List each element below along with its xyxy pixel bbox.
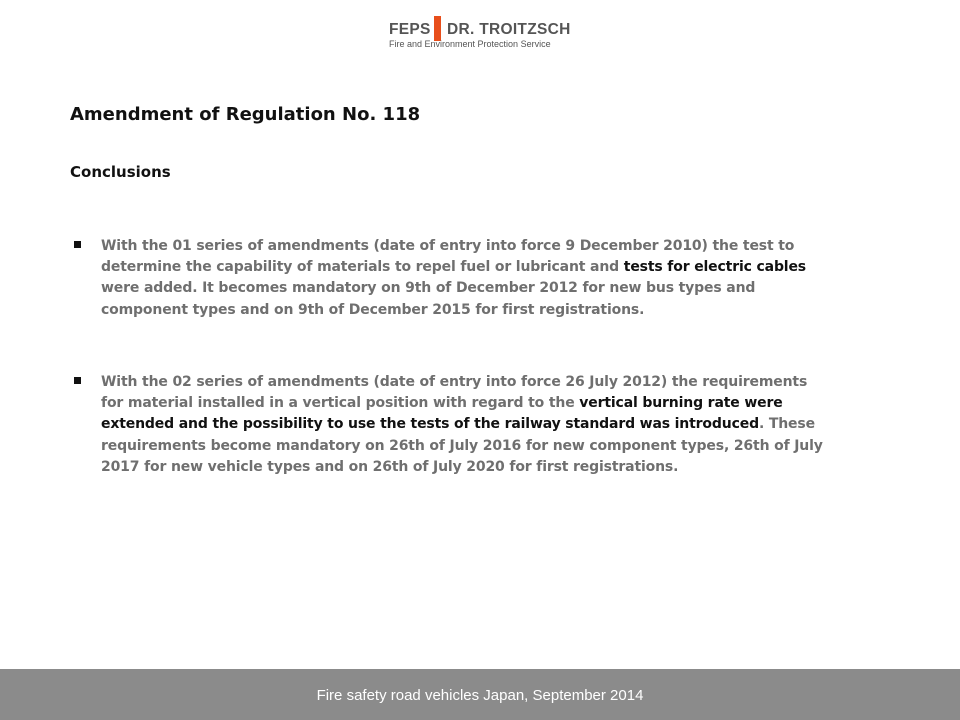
bullet-item-2 bbox=[74, 372, 834, 478]
slide-subtitle: Conclusions bbox=[70, 163, 171, 181]
bullet-1-text-start: With the 01 series of amendments (date of entry into force 9 December 2010) the test to determine the capability of materials to repel fuel or lubricant and bbox=[101, 238, 795, 276]
bullet-item-1 bbox=[74, 236, 834, 321]
bullet-text-1 bbox=[101, 236, 834, 321]
logo-tagline: Fire and Environment Protection Service bbox=[389, 39, 551, 49]
bullet-2-highlight: vertical burning rate were extended and the possibility to use the tests of the railway standard was introduced bbox=[101, 395, 783, 433]
footer-bar bbox=[0, 669, 960, 720]
bullet-2-text-start: With the 02 series of amendments (date of entry into force 26 July 2012) the requirements for material installed in a vertical position with regard to the bbox=[101, 374, 808, 412]
square-bullet-icon bbox=[74, 377, 81, 384]
bullet-2-text-end: . These requirements become mandatory on 26th of July 2016 for new component types, 26th of July 2017 for new vehicle types and on 26th of July 2020 for first registrations. bbox=[101, 416, 823, 475]
bullet-text-2 bbox=[101, 372, 834, 478]
footer-text: Fire safety road vehicles Japan, September 2014 bbox=[316, 687, 644, 704]
logo-feps-word: FEPS bbox=[389, 21, 431, 38]
logo-accent-bar bbox=[434, 16, 441, 41]
bullet-1-highlight: tests for electric cables bbox=[623, 259, 806, 276]
bullet-1-text-end: were added. It becomes mandatory on 9th of December 2012 for new bus types and component types and on 9th of December 2015 for first registrations. bbox=[101, 280, 756, 318]
square-bullet-icon bbox=[74, 241, 81, 248]
logo-troitzsch-word: DR. TROITZSCH bbox=[447, 21, 571, 38]
slide-title: Amendment of Regulation No. 118 bbox=[70, 104, 421, 125]
